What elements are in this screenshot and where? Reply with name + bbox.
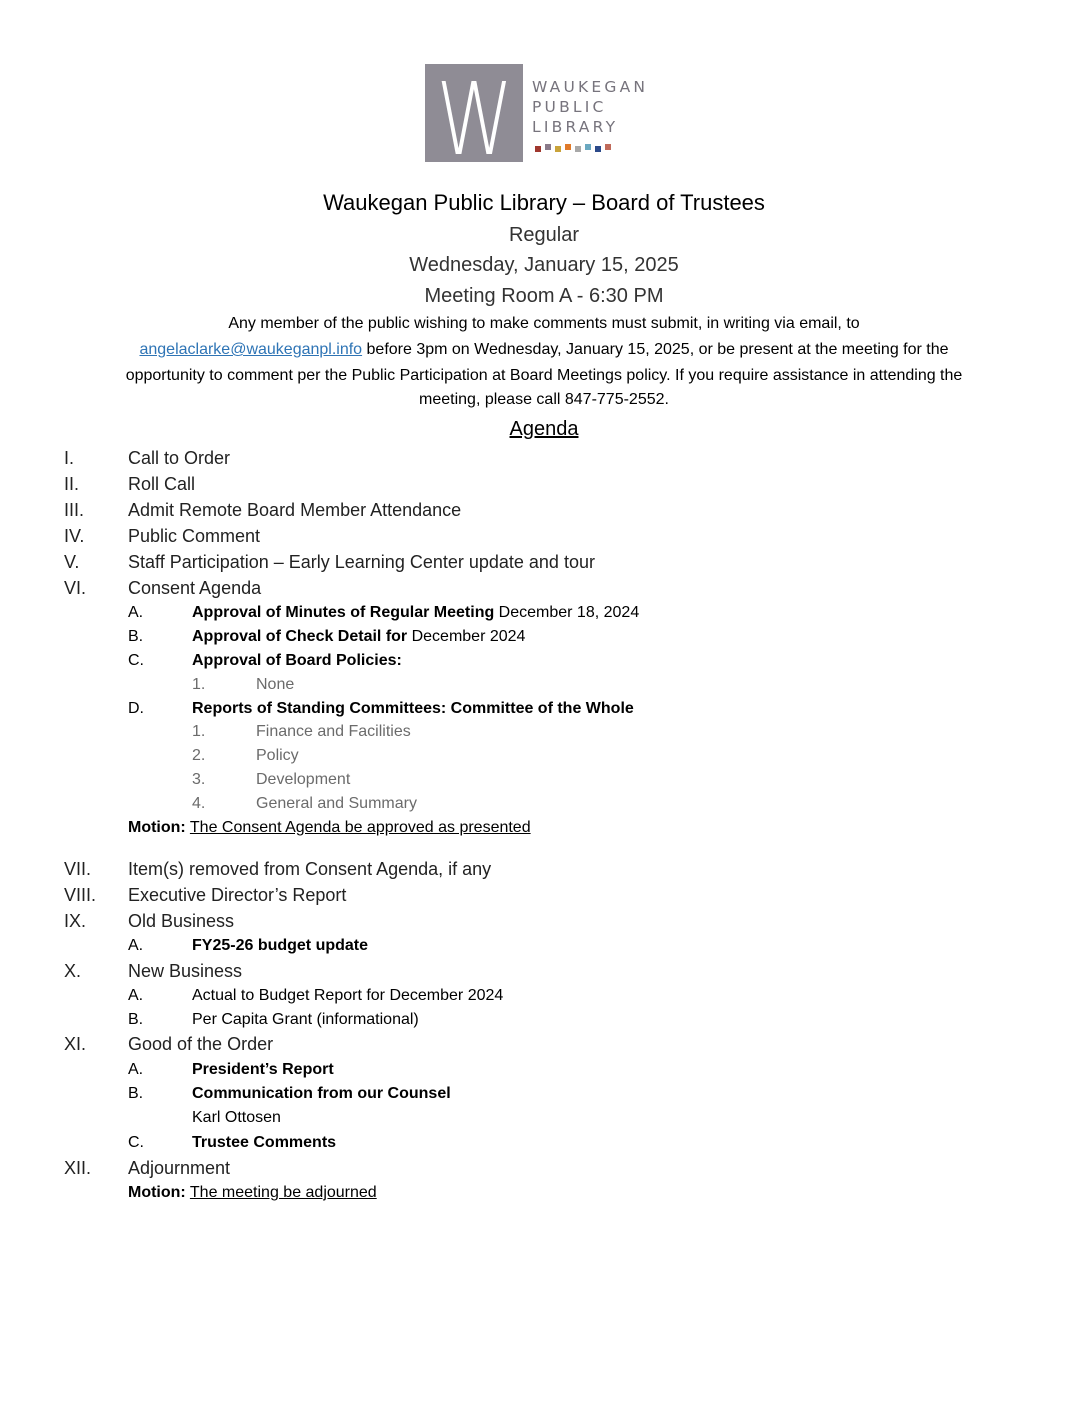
policy-item-none: None bbox=[256, 676, 295, 693]
agenda-item-staff-participation: Staff Participation – Early Learning Center update and tour bbox=[128, 552, 595, 572]
counsel-bold: Communication from our Counsel bbox=[192, 1085, 451, 1102]
agenda-item-new-business: New Business bbox=[128, 961, 243, 981]
agenda-item-remote-attendance: Admit Remote Board Member Attendance bbox=[128, 500, 462, 520]
consent-item-policies-bold: Approval of Board Policies: bbox=[192, 652, 402, 669]
agenda-item-number: VIII. bbox=[64, 885, 97, 905]
consent-item-standing-committees bbox=[192, 699, 634, 719]
agenda-heading: Agenda bbox=[509, 418, 579, 440]
agenda-item-number: IX. bbox=[64, 911, 87, 931]
motion-text: The Consent Agenda be approved as presented bbox=[189, 819, 531, 836]
logo-square bbox=[605, 144, 611, 150]
good-of-order-president-report bbox=[192, 1060, 334, 1080]
agenda-item-adjournment: Adjournment bbox=[128, 1158, 231, 1178]
notice-line-3: opportunity to comment per the Public Participation at Board Meetings policy. If you require assistance in attending the bbox=[125, 367, 963, 384]
sub-item-letter: D. bbox=[128, 700, 144, 717]
good-of-order-trustee-comments bbox=[192, 1133, 336, 1153]
sub-item-letter: C. bbox=[128, 652, 144, 669]
logo-letter: W bbox=[436, 64, 512, 162]
motion-label: Motion: bbox=[128, 819, 186, 836]
agenda-item-number: I. bbox=[64, 448, 75, 468]
sub-item-letter: B. bbox=[128, 1085, 144, 1102]
agenda-item-roll-call: Roll Call bbox=[128, 474, 196, 494]
agenda-item-number: XI. bbox=[64, 1034, 87, 1054]
agenda-item-number: V. bbox=[64, 552, 80, 572]
consent-item-committees-bold: Reports of Standing Committees: Committee of the Whole bbox=[192, 700, 634, 717]
logo-square bbox=[565, 144, 571, 150]
consent-motion bbox=[128, 818, 531, 838]
agenda-item-number: IV. bbox=[64, 526, 85, 546]
sub-item-letter: A. bbox=[128, 987, 144, 1004]
library-logo bbox=[425, 64, 670, 164]
logo-square bbox=[555, 146, 561, 152]
logo-square bbox=[585, 144, 591, 150]
agenda-item-consent-agenda: Consent Agenda bbox=[128, 578, 262, 598]
sub-sub-item-number: 3. bbox=[192, 771, 206, 788]
sub-sub-item-number: 2. bbox=[192, 747, 206, 764]
sub-item-letter: A. bbox=[128, 937, 144, 954]
new-business-budget-report: Actual to Budget Report for December 2024 bbox=[192, 987, 504, 1004]
consent-item-minutes bbox=[192, 603, 639, 623]
sub-sub-item-number: 4. bbox=[192, 795, 206, 812]
notice-line-1: Any member of the public wishing to make comments must submit, in writing via email, to bbox=[228, 315, 860, 332]
committee-finance-facilities: Finance and Facilities bbox=[256, 723, 411, 740]
agenda-item-number: III. bbox=[64, 500, 85, 520]
logo-name-line-2: PUBLIC bbox=[532, 98, 607, 116]
agenda-item-number: VII. bbox=[64, 859, 92, 879]
logo-square bbox=[535, 146, 541, 152]
sub-sub-item-number: 1. bbox=[192, 676, 206, 693]
committee-development: Development bbox=[256, 771, 351, 788]
logo-name-line-1: WAUKEGAN bbox=[532, 78, 649, 96]
agenda-item-number: X. bbox=[64, 961, 82, 981]
sub-item-letter: A. bbox=[128, 1061, 144, 1078]
motion-text: The meeting be adjourned bbox=[189, 1184, 377, 1201]
sub-item-letter: A. bbox=[128, 604, 144, 621]
consent-item-minutes-rest: December 18, 2024 bbox=[494, 604, 640, 621]
agenda-item-good-of-order: Good of the Order bbox=[128, 1034, 274, 1054]
sub-item-letter: B. bbox=[128, 1011, 144, 1028]
consent-item-board-policies bbox=[192, 651, 402, 671]
consent-item-check-bold: Approval of Check Detail for bbox=[192, 628, 408, 645]
document-title: Waukegan Public Library – Board of Trustees bbox=[323, 190, 765, 215]
adjournment-motion bbox=[128, 1183, 377, 1203]
consent-item-check-detail bbox=[192, 627, 525, 647]
committee-policy: Policy bbox=[256, 747, 299, 764]
logo-mark bbox=[425, 64, 523, 162]
motion-label: Motion: bbox=[128, 1184, 186, 1201]
trustee-comments-bold: Trustee Comments bbox=[192, 1134, 337, 1151]
good-of-order-counsel bbox=[192, 1084, 451, 1104]
agenda-item-director-report: Executive Director’s Report bbox=[128, 885, 347, 905]
contact-email-link[interactable]: angelaclarke@waukeganpl.info bbox=[139, 341, 363, 358]
agenda-item-call-to-order: Call to Order bbox=[128, 448, 231, 468]
agenda-item-old-business: Old Business bbox=[128, 911, 235, 931]
agenda-item-removed-items: Item(s) removed from Consent Agenda, if any bbox=[128, 859, 492, 879]
meeting-type: Regular bbox=[508, 224, 580, 246]
counsel-name: Karl Ottosen bbox=[192, 1109, 281, 1126]
notice-line-2-text: before 3pm on Wednesday, January 15, 2025, or be present at the meeting for the bbox=[362, 341, 949, 358]
committee-general-summary: General and Summary bbox=[256, 795, 417, 812]
president-report-bold: President’s Report bbox=[192, 1061, 334, 1078]
logo-square bbox=[545, 144, 551, 150]
old-business-budget-update-bold: FY25-26 budget update bbox=[192, 937, 369, 954]
logo-name-line-3: LIBRARY bbox=[532, 118, 619, 136]
logo-square bbox=[595, 146, 601, 152]
old-business-budget-update bbox=[192, 936, 368, 956]
sub-sub-item-number: 1. bbox=[192, 723, 206, 740]
new-business-per-capita-grant: Per Capita Grant (informational) bbox=[192, 1011, 419, 1028]
agenda-item-number: II. bbox=[64, 474, 80, 494]
notice-line-4: meeting, please call 847-775-2552. bbox=[419, 391, 669, 408]
consent-item-minutes-bold: Approval of Minutes of Regular Meeting bbox=[192, 604, 495, 621]
agenda-item-public-comment: Public Comment bbox=[128, 526, 261, 546]
meeting-location: Meeting Room A - 6:30 PM bbox=[424, 285, 664, 307]
sub-item-letter: B. bbox=[128, 628, 144, 645]
notice-line-2 bbox=[0, 339, 1088, 361]
meeting-date: Wednesday, January 15, 2025 bbox=[409, 254, 679, 276]
sub-item-letter: C. bbox=[128, 1134, 144, 1151]
logo-square bbox=[575, 146, 581, 152]
consent-item-check-rest: December 2024 bbox=[407, 628, 526, 645]
agenda-item-number: VI. bbox=[64, 578, 87, 598]
agenda-item-number: XII. bbox=[64, 1158, 92, 1178]
